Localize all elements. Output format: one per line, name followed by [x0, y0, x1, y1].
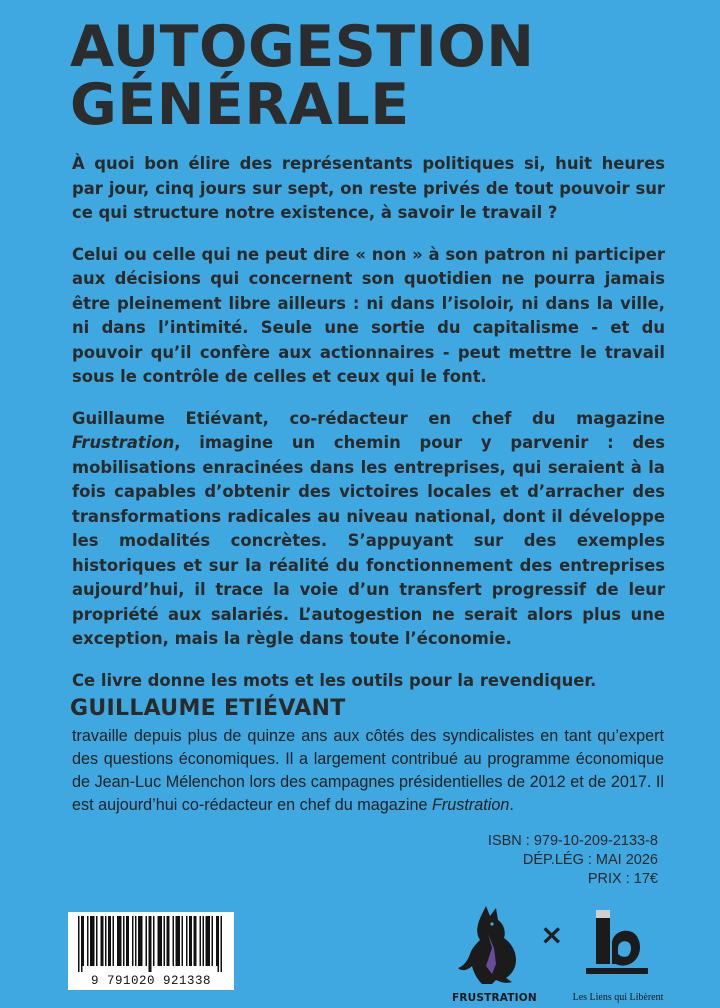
barcode-bar: [101, 916, 103, 966]
barcode-bar: [81, 916, 83, 972]
barcode-bar: [216, 916, 218, 966]
barcode-bar: [189, 916, 191, 966]
barcode-bar: [218, 916, 220, 972]
barcode-bar: [132, 916, 134, 966]
barcode-bar: [96, 916, 98, 966]
book-metadata: [488, 832, 658, 889]
title-line-2: GÉNÉRALE: [70, 72, 410, 138]
barcode-bar: [176, 916, 178, 966]
barcode-bar: [108, 916, 110, 966]
blurb-paragraph-2: Celui ou celle qui ne peut dire « non » à son patron ni participer aux décisions qui concernent son quotidien ne pourra jamais être pleinement libre ailleurs : ni dans l’isoloir, ni dans la ville, ni dans l’intimité. Seule une sortie du capitalisme - et du pouvoir qu’il confère aux actionnaires - peut mettre le travail sous le contrôle de celles et ceux qui le font.: [72, 244, 665, 386]
barcode-bar: [186, 916, 188, 966]
lll-logo: [566, 904, 670, 1004]
author-bio: [72, 725, 664, 817]
author-name: GUILLAUME ETIÉVANT: [70, 696, 346, 721]
barcode-bar: [195, 916, 197, 966]
barcode-bar: [146, 916, 148, 966]
bio-start: travaille depuis plus de quinze ans aux côtés des syndicalistes en tant qu’expert des questions économiques. Il a largement contribué au programme économique de Jean-Luc Mélenchon lors des campagnes présidentielles de 2012 et de 2017. Il est aujourd’hui co-rédacteur en chef du magazine: [72, 727, 664, 814]
book-title: [70, 14, 535, 138]
barcode-bar: [177, 916, 179, 966]
barcode-bar: [110, 916, 112, 966]
barcode-bar: [105, 916, 107, 966]
frustration-logo: [452, 904, 537, 1004]
barcode-bar: [90, 916, 92, 966]
barcode-bar: [83, 916, 85, 966]
barcode-bar: [179, 916, 181, 966]
barcode-bar: [161, 916, 163, 966]
barcode-bar: [167, 916, 169, 966]
barcode-bars: [68, 912, 234, 974]
blurb-paragraph-3: [72, 407, 665, 652]
barcode-bar: [212, 916, 214, 966]
barcode-bar: [168, 916, 170, 966]
barcode-bar: [150, 916, 152, 972]
barcode-bar: [209, 916, 211, 966]
barcode-bar: [203, 916, 205, 966]
barcode-bar: [93, 916, 95, 966]
barcode-bar: [117, 916, 119, 966]
barcode-bar: [194, 916, 196, 966]
frustration-label: FRUSTRATION: [452, 992, 537, 1004]
barcode-bar: [191, 916, 193, 966]
barcode-bar: [173, 916, 175, 966]
barcode: [68, 912, 234, 990]
barcode-bar: [113, 916, 115, 966]
blurb-paragraph-1: À quoi bon élire des représentants politiques si, huit heures par jour, cinq jours sur sept, on reste privés de tout pouvoir sur ce qui structure notre existence, à savoir le travail ?: [72, 154, 665, 222]
blurb-paragraph-4: Ce livre donne les mots et les outils pour la revendiquer.: [72, 670, 597, 690]
barcode-bar: [207, 916, 209, 966]
author-bio-text: [72, 725, 664, 817]
barcode-bar: [128, 916, 130, 966]
blurb-p3-end: , imagine un chemin pour y parvenir : des mobilisations enracinées dans les entreprises, qui seraient à la fois capables d’obtenir des victoires locales et d’arracher des transformations radicales au niveau national, dont il développe les modalités concrètes. S’appuyant sur des exemples historiques et sur la réalité du fonctionnement des entreprises aujourd’hui, il trace la voie d’un transfert progressif de leur propriété aux salariés. L’autogestion ne serait alors plus une exception, mais la règle dans toute l’économie.: [72, 433, 665, 648]
barcode-bar: [200, 916, 202, 966]
barcode-bar: [78, 916, 80, 972]
lll-mark-icon: [566, 904, 670, 988]
barcode-bar: [221, 916, 223, 972]
barcode-bar: [164, 916, 166, 966]
barcode-bar: [158, 916, 160, 966]
barcode-bar: [153, 916, 155, 966]
title-line-1: AUTOGESTION: [70, 14, 535, 80]
fox-icon: [452, 904, 534, 988]
barcode-bar: [138, 916, 140, 966]
legal-deposit: DÉP.LÉG : MAI 2026: [522, 852, 658, 868]
barcode-bar: [123, 916, 125, 966]
barcode-bar: [141, 916, 143, 966]
blurb: [72, 152, 665, 693]
bio-magazine-name: Frustration: [431, 796, 510, 814]
price: PRIX : 17€: [587, 871, 658, 887]
barcode-bar: [102, 916, 104, 966]
isbn: ISBN : 979-10-209-2133-8: [487, 833, 658, 849]
times-sign: ×: [540, 918, 564, 951]
barcode-bar: [140, 916, 142, 966]
barcode-bar: [149, 916, 151, 972]
magazine-name: Frustration: [72, 433, 175, 452]
barcode-bar: [87, 916, 89, 966]
barcode-bar: [182, 916, 184, 966]
lll-label: Les Liens qui Libèrent: [572, 992, 664, 1003]
barcode-bar: [92, 916, 94, 966]
barcode-bar: [120, 916, 122, 966]
blurb-p3-start: Guillaume Etiévant, co-rédacteur en chef du magazine: [72, 408, 665, 428]
barcode-bar: [206, 916, 208, 966]
barcode-bar: [126, 916, 128, 966]
barcode-bar: [159, 916, 161, 966]
bio-end: .: [509, 796, 514, 814]
barcode-bar: [119, 916, 121, 966]
barcode-bar: [135, 916, 137, 966]
barcode-digits: 9 791020 921338: [90, 974, 212, 988]
